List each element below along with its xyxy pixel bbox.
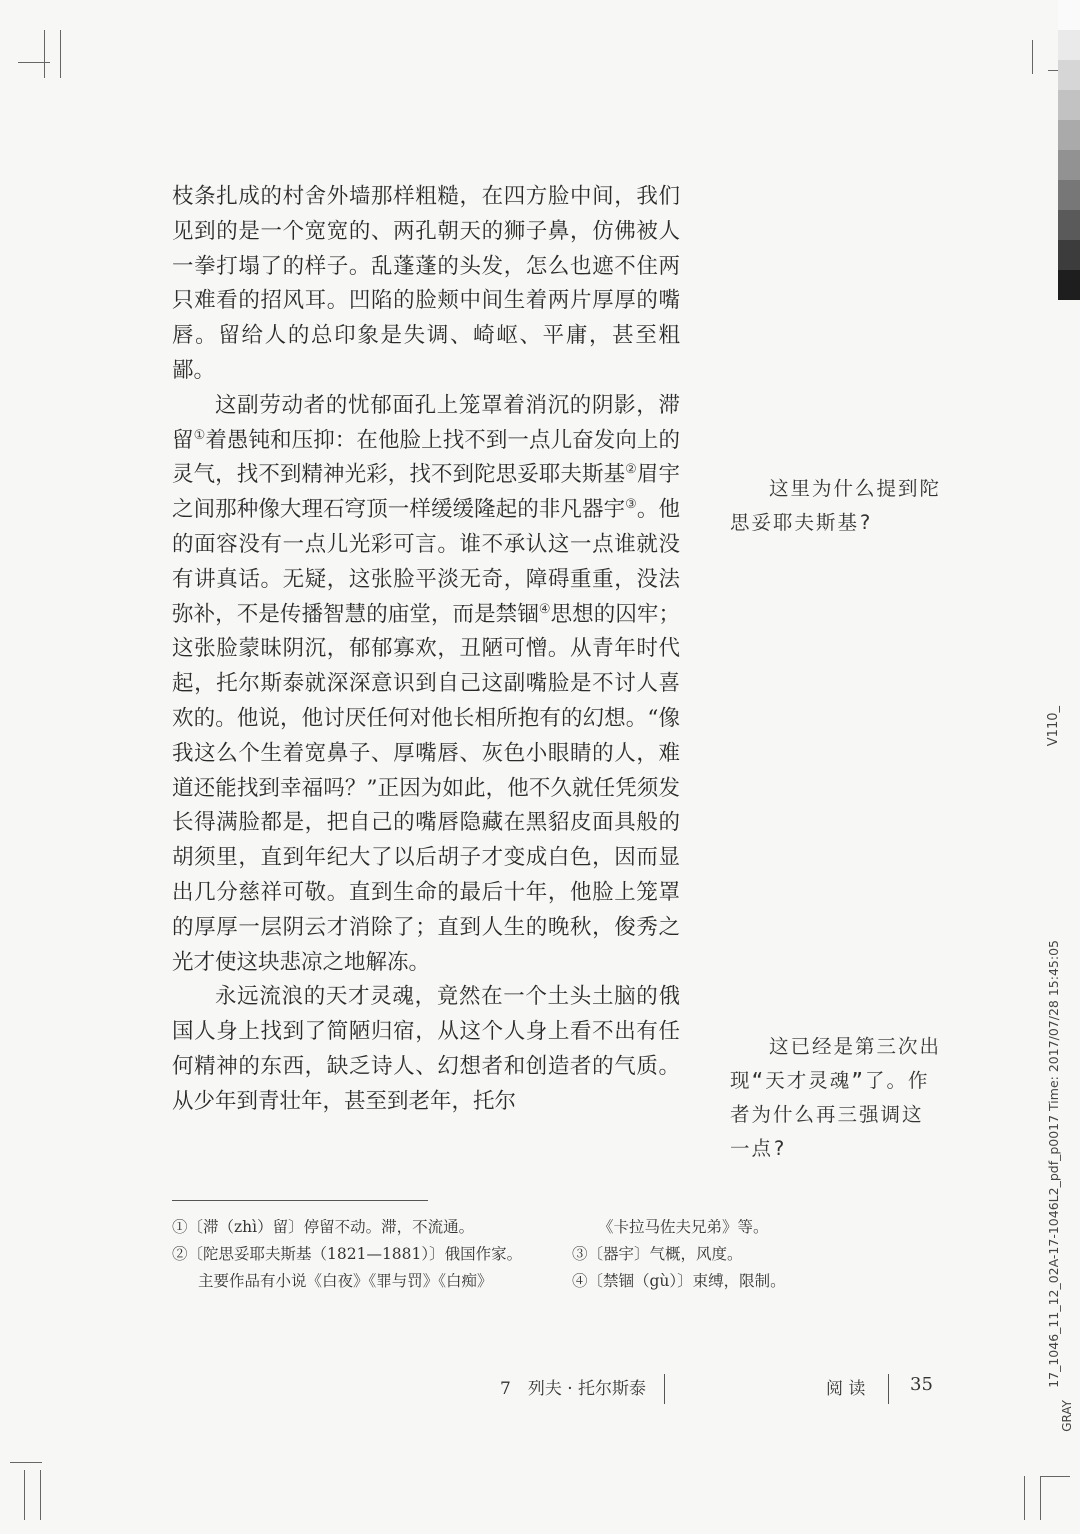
paragraph-2: 这副劳动者的忧郁面孔上笼罩着消沉的阴影，滞留①着愚钝和压抑：在他脸上找不到一点儿奋发向上的灵气，找不到精神光彩，找不到陀思妥耶夫斯基②眉宇之间那种像大理石穹顶一样缓缓隆起的非凡器宇③。他的面容没有一点儿光彩可言。谁不承认这一点谁就没有讲真话。无疑，这张脸平淡无奇，障碍重重，没法弥补，不是传播智慧的庙堂，而是禁锢④思想的囚牢；这张脸蒙昧阴沉，郁郁寡欢，丑陋可憎。从青年时代起，托尔斯泰就深深意识到自己这副嘴脸是不讨人喜欢的。他说，他讨厌任何对他长相所抱有的幻想。“像我这么个生着宽鼻子、厚嘴唇、灰色小眼睛的人，难道还能找到幸福吗？”正因为如此，他不久就任凭须发长得满脸都是，把自己的嘴唇隐藏在黑貂皮面具般的胡须里，直到年纪大了以后胡子才变成白色，因而显出几分慈祥可敬。直到生命的最后十年，他脸上笼罩的厚厚一层阴云才消除了；直到人生的晚秋，俊秀之光才使这块悲凉之地解冻。 (172, 392, 680, 975)
footer-separator (664, 1374, 665, 1404)
crop-mark (1032, 40, 1033, 74)
crop-mark (44, 30, 45, 78)
side-note-1: 这里为什么提到陀思妥耶夫斯基? (730, 477, 942, 534)
crop-mark (1048, 70, 1058, 71)
footnote-2-continued-2: 《卡拉马佐夫兄弟》等。 (598, 1218, 769, 1236)
crop-mark (24, 1470, 25, 1520)
main-text (172, 180, 680, 1120)
footnote-marker-4: ④ (538, 601, 551, 617)
footnote-4: ④〔禁锢（gù）〕束缚，限制。 (572, 1272, 786, 1290)
gray-scale-strip (1058, 0, 1080, 300)
paragraph-1: 枝条扎成的村舍外墙那样粗糙，在四方脸中间，我们见到的是一个宽宽的、两孔朝天的狮子鼻，仿佛被人一拳打塌了的样子。乱蓬蓬的头发，怎么也遮不住两只难看的招风耳。凹陷的脸颊中间生着两片厚厚的嘴唇。留给人的总印象是失调、崎岖、平庸，甚至粗鄙。 (172, 184, 680, 383)
chapter-title: 7 列夫 · 托尔斯泰 (500, 1379, 647, 1399)
crop-mark (1040, 1476, 1070, 1477)
crop-mark (1040, 1476, 1041, 1520)
crop-mark (18, 62, 50, 63)
footnote-marker-1: ① (193, 427, 206, 443)
side-note-2: 这已经是第三次出现“天才灵魂”了。作者为什么再三强调这一点? (730, 1035, 942, 1160)
crop-mark (10, 1462, 42, 1463)
crop-mark (1024, 1476, 1025, 1520)
footnote-2-continued: 主要作品有小说《白夜》《罪与罚》《白痴》 (198, 1272, 493, 1290)
margin-code: V110_ (1046, 706, 1061, 747)
footnote-2: ②〔陀思妥耶夫斯基（1821—1881）〕俄国作家。 (172, 1245, 523, 1263)
footnote-marker-2: ② (625, 462, 637, 478)
footnote-1: ①〔滞（zhì）留〕停留不动。滞，不流通。 (172, 1218, 475, 1236)
footnotes-right (572, 1214, 872, 1295)
crop-mark (60, 30, 61, 78)
print-info: 17_1046_11_12_02A-17-1046L2_pdf_p0017 Time: 2017/07/28 15:45:05 (1046, 940, 1061, 1388)
paragraph-3: 永远流浪的天才灵魂，竟然在一个土头土脑的俄国人身上找到了简陋归宿，从这个人身上看不出有任何精神的东西，缺乏诗人、幻想者和创造者的气质。从少年到青壮年，甚至到老年，托尔 (172, 984, 680, 1114)
footnote-marker-3: ③ (625, 497, 637, 513)
footnotes-left (172, 1214, 552, 1295)
crop-mark (40, 1470, 41, 1520)
footnote-rule (172, 1200, 428, 1201)
page-number: 35 (910, 1374, 933, 1395)
footer-separator (888, 1374, 889, 1404)
gray-label: GRAY (1060, 1400, 1074, 1432)
section-label: 阅 读 (826, 1379, 866, 1399)
footnote-3: ③〔器宇〕气概，风度。 (572, 1245, 743, 1263)
